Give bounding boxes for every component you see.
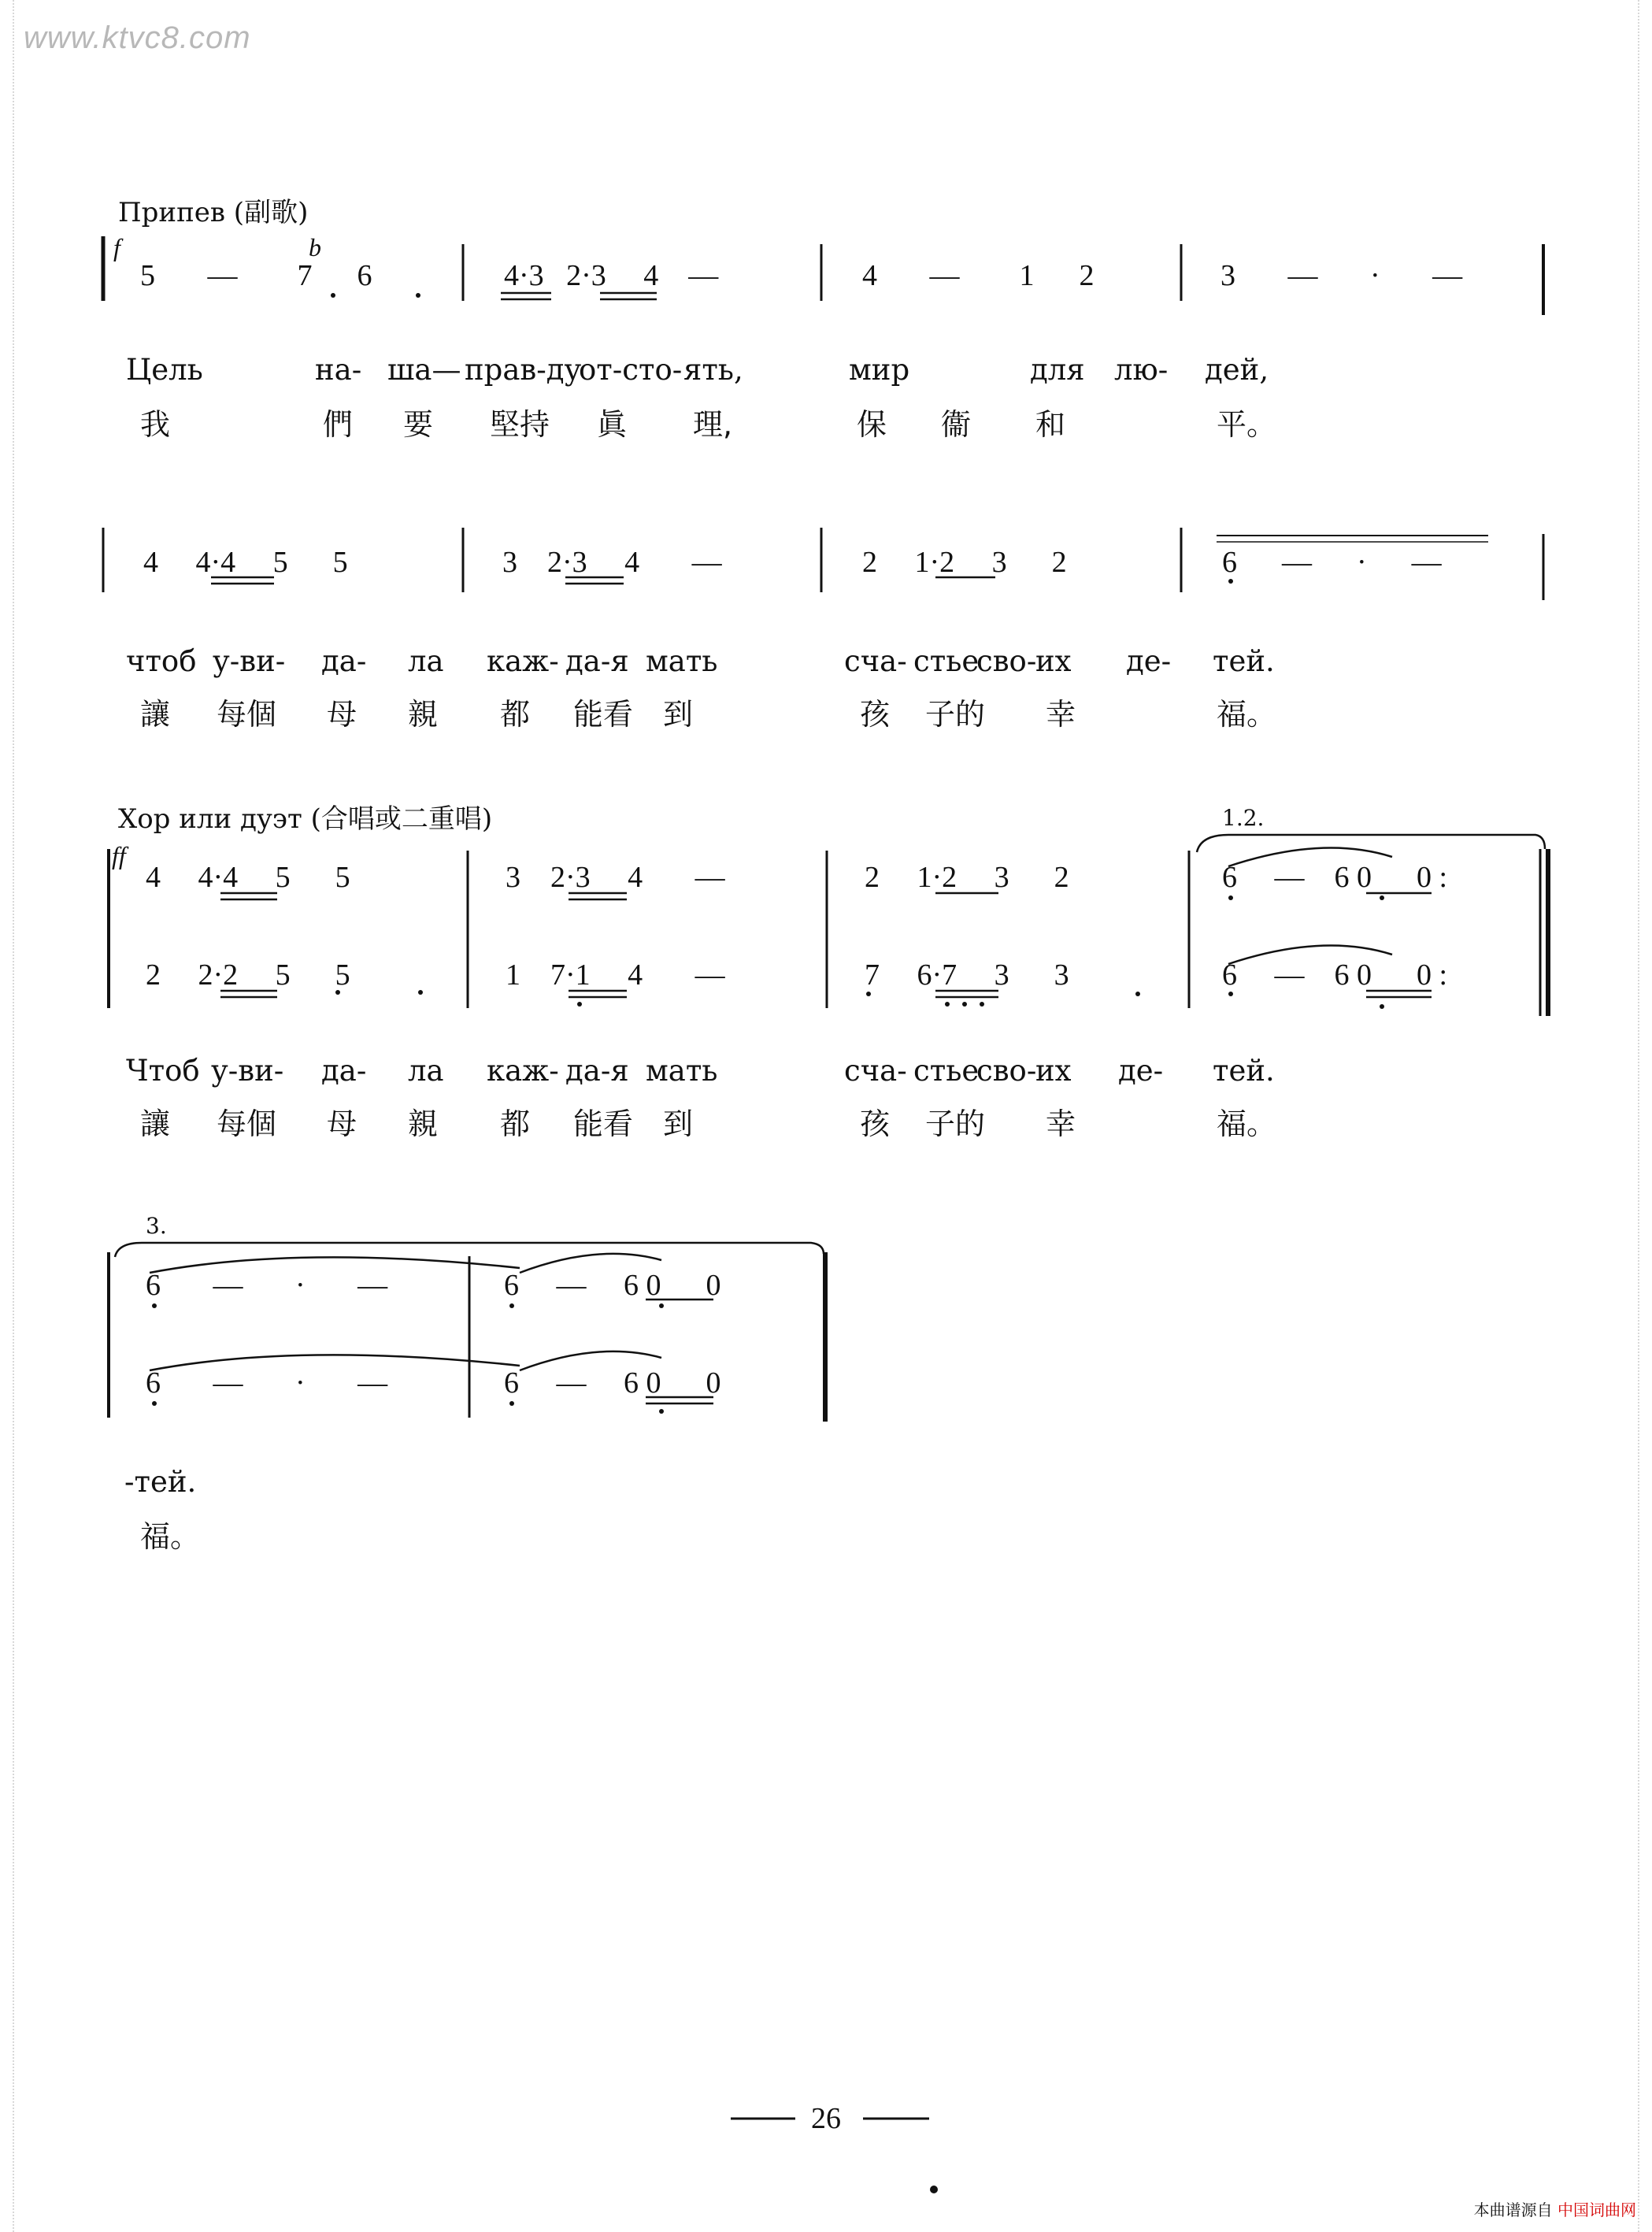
lyric: Цель: [126, 353, 203, 387]
lyric: мать: [646, 1054, 718, 1088]
lyric-zh: 要: [403, 407, 434, 442]
lyric: да-: [321, 1054, 367, 1088]
lyric: тей.: [1213, 1054, 1275, 1088]
lyric-zh: 子的: [925, 697, 986, 732]
lyric-zh: 能看: [573, 1107, 634, 1141]
section-label-choir: Хор или дуэт (合唱或二重唱): [118, 803, 493, 835]
lyric-zh: 讓: [140, 697, 171, 732]
measure: 1 7·1 4 —: [506, 958, 725, 992]
lyric-zh: 保: [857, 407, 887, 442]
measure: 3 2·3 4 —: [506, 861, 725, 894]
lyric-zh: 幸: [1046, 1107, 1076, 1141]
lyric: на-: [315, 353, 362, 387]
lyric-zh: 堅持: [490, 407, 550, 442]
measure: 6 — 6 0 0 :: [1222, 861, 1448, 894]
measure: 4 4·4 5 5: [143, 546, 348, 579]
measure: 4·3 2·3 4 —: [504, 259, 719, 292]
lyric: де-: [1126, 644, 1172, 678]
lyric-zh: 都: [500, 1107, 531, 1141]
lyric: тей.: [1213, 644, 1275, 678]
lyric-zh: 福。: [140, 1519, 201, 1554]
lyric-zh: 衞: [941, 407, 972, 442]
source-footer: [1474, 2197, 1636, 2220]
lyric-zh: 福。: [1217, 697, 1277, 732]
lyric-zh: 孩: [860, 697, 891, 732]
lyric: мир: [849, 353, 910, 387]
lyric: да-: [321, 644, 367, 678]
footer-prefix: 本曲谱源自: [1473, 2200, 1553, 2219]
lyric-zh: 到: [663, 697, 694, 732]
measure: 3 2·3 4 —: [502, 546, 722, 579]
lyric-zh: 母: [327, 1107, 357, 1141]
measure: 7 6·7 3 3: [865, 958, 1069, 992]
lyric: у-ви-: [211, 1054, 284, 1088]
lyric: да-я: [565, 1054, 629, 1088]
lyric-zh: 我: [140, 407, 171, 442]
measure: 6 — 6 0 0: [504, 1269, 721, 1302]
lyric-zh: 子的: [925, 1107, 986, 1141]
lyric-zh: 幸: [1046, 697, 1076, 732]
dynamic-mark: ff: [112, 841, 126, 869]
lyric-zh: 理,: [693, 407, 733, 442]
lyric: ла: [408, 1054, 444, 1088]
lyric: их: [1035, 644, 1072, 678]
lyric: ша—: [387, 353, 461, 387]
lyric: дей,: [1205, 353, 1269, 387]
measure: 5 — 7 6: [140, 259, 372, 292]
lyric-zh: 平。: [1217, 407, 1277, 442]
lyric: их: [1035, 1054, 1072, 1088]
measure: 2 2·2 5 5: [146, 958, 350, 992]
lyric: Чтоб: [126, 1054, 200, 1088]
lyric: -тей.: [124, 1465, 197, 1499]
lyric: сво-: [976, 644, 1037, 678]
watermark: www.ktvc8.com: [24, 20, 251, 55]
volta-label: 1.2.: [1222, 805, 1265, 831]
measure: 4 — 1 2: [862, 259, 1095, 292]
lyric: стье: [913, 1054, 980, 1088]
lyric-zh: 到: [663, 1107, 694, 1141]
section-label-chorus: Припев (副歌): [118, 197, 309, 228]
measure: 4 4·4 5 5: [146, 861, 350, 894]
measure: 6 — · —: [146, 1366, 388, 1400]
volta-label: 3.: [146, 1213, 167, 1239]
lyric: сча-: [844, 644, 907, 678]
measure: 6 — · —: [1222, 546, 1442, 579]
lyric: да-я: [565, 644, 629, 678]
lyric-zh: 親: [408, 697, 439, 732]
lyric-zh: 們: [323, 407, 354, 442]
measure: 6 — 6 0 0 :: [1222, 958, 1448, 992]
lyric-zh: 和: [1035, 407, 1066, 442]
lyric: ять,: [683, 353, 743, 387]
lyric: ла: [408, 644, 444, 678]
lyric: стье: [913, 644, 980, 678]
lyric: у-ви-: [213, 644, 286, 678]
measure: 6 — · —: [146, 1269, 388, 1302]
measure: 2 1·2 3 2: [862, 546, 1067, 579]
page-number: 26: [811, 2102, 841, 2135]
lyric-zh: 眞: [597, 407, 628, 442]
lyric-zh: 親: [408, 1107, 439, 1141]
lyric-zh: 讓: [140, 1107, 171, 1141]
lyric: каж-: [487, 644, 559, 678]
flat-sign: b: [309, 233, 321, 261]
lyric-zh: 母: [327, 697, 357, 732]
lyric: де-: [1118, 1054, 1164, 1088]
lyric: сча-: [844, 1054, 907, 1088]
footer-site-link[interactable]: 中国词曲网: [1558, 2200, 1636, 2219]
lyric: мать: [646, 644, 718, 678]
measure: 3 — · —: [1220, 259, 1463, 292]
measure: 6 — 6 0 0: [504, 1366, 721, 1400]
lyric-zh: 都: [500, 697, 531, 732]
lyric-zh: 每個: [217, 1107, 277, 1141]
lyric: от-сто-: [579, 353, 683, 387]
lyric: каж-: [487, 1054, 559, 1088]
lyric-zh: 每個: [217, 697, 277, 732]
lyric-zh: 孩: [860, 1107, 891, 1141]
measure: 2 1·2 3 2: [865, 861, 1069, 894]
lyric: сво-: [976, 1054, 1037, 1088]
lyric: для: [1030, 353, 1085, 387]
lyric-zh: 福。: [1217, 1107, 1277, 1141]
lyric: прав-ду: [465, 353, 582, 387]
lyric: чтоб: [126, 644, 197, 678]
lyric-zh: 能看: [573, 697, 634, 732]
dynamic-mark: f: [113, 233, 120, 261]
lyric: лю-: [1114, 353, 1169, 387]
